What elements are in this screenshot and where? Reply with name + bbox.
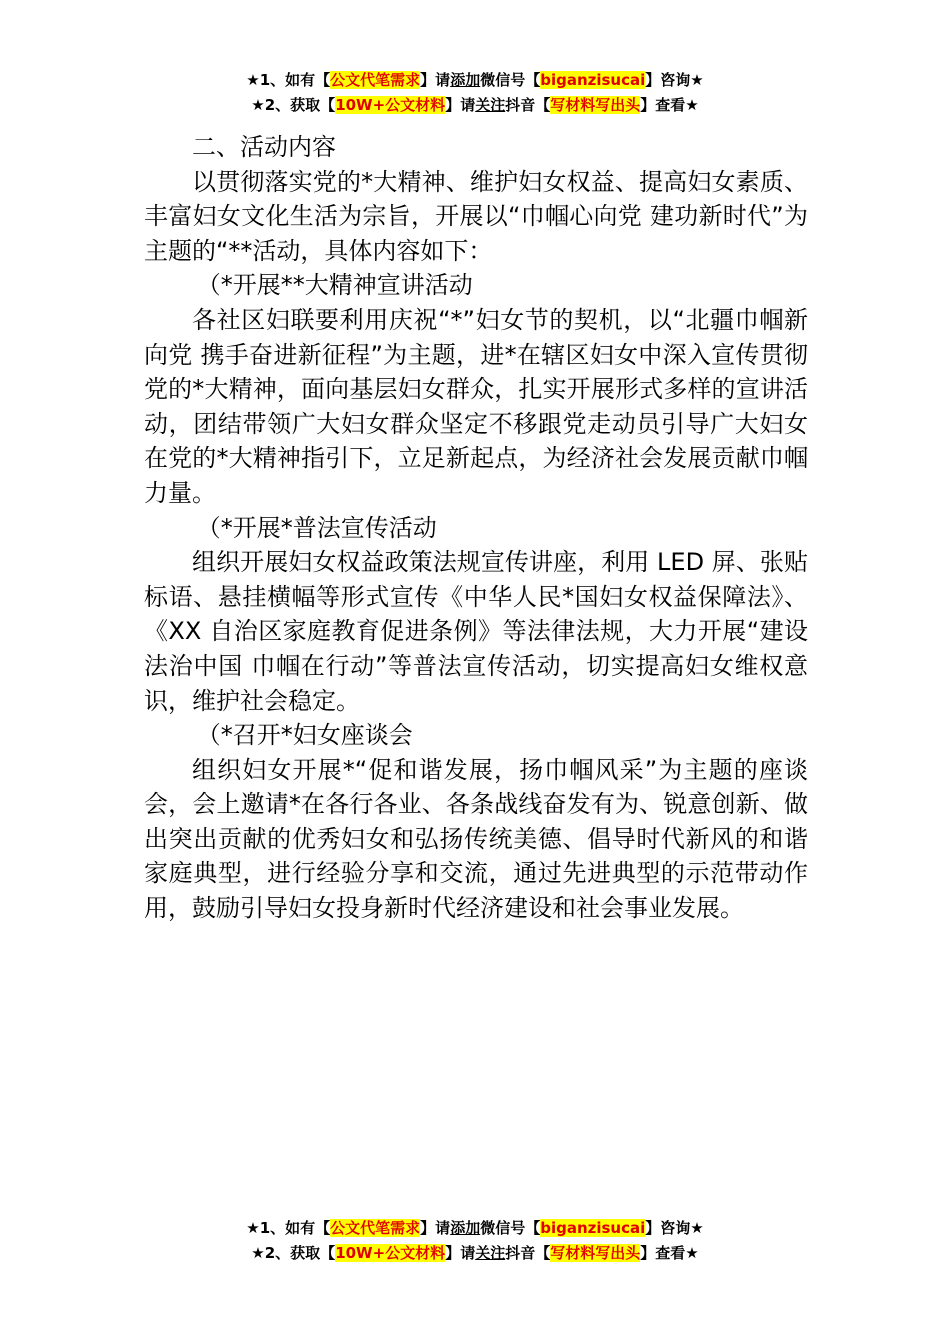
banner-underlined-text: 关注 <box>475 1244 506 1262</box>
banner-line-1 <box>0 68 950 93</box>
banner-underlined-text: 关注 <box>475 96 506 114</box>
banner-line-1 <box>0 1216 950 1241</box>
banner-text: 抖音【 <box>505 1244 551 1262</box>
banner-highlight: 10W+公文材料 <box>335 96 446 114</box>
footer-banner <box>0 1216 950 1266</box>
item-body-3: 组织妇女开展*“促和谐发展，扬巾帼风采”为主题的座谈会，会上邀请*在各行各业、各条战线奋发有为、锐意创新、做出突出贡献的优秀妇女和弘扬传统美德、倡导时代新风的和谐家庭典型，进行经验分享和交流，通过先进典型的示范带动作用，鼓励引导妇女投身新时代经济建设和社会事业发展。 <box>144 755 808 923</box>
header-banner <box>0 68 950 118</box>
banner-wechat-id: biganzisucai <box>540 71 646 89</box>
banner-line-2 <box>0 93 950 118</box>
section-title: 二、活动内容 <box>192 133 336 161</box>
banner-text: 】查看★ <box>640 96 699 114</box>
banner-text: 】咨询★ <box>645 1219 704 1237</box>
banner-text: 微信号【 <box>480 1219 541 1237</box>
intro-paragraph: 以贯彻落实党的*大精神、维护妇女权益、提高妇女素质、丰富妇女文化生活为宗旨，开展以“巾帼心向党 建功新时代”为主题的“**活动，具体内容如下： <box>144 167 808 265</box>
document-body <box>144 130 808 926</box>
banner-text: 】请 <box>445 96 476 114</box>
banner-line-2 <box>0 1241 950 1266</box>
banner-text: 】请 <box>445 1244 476 1262</box>
banner-douyin-id: 写材料写出头 <box>550 96 641 114</box>
banner-underlined-text: 添加 <box>450 71 481 89</box>
banner-text: ★2、获取【 <box>251 1244 336 1262</box>
item-body-2: 组织开展妇女权益政策法规宣传讲座，利用 LED 屏、张贴标语、悬挂横幅等形式宣传《中华人民*国妇女权益保障法》、《XX 自治区家庭教育促进条例》等法律法规，大力开展“建设法治中国 巾帼在行动”等普法宣传活动，切实提高妇女维权意识，维护社会稳定。 <box>144 548 808 715</box>
item-heading-1: （*开展**大精神宣讲活动 <box>196 271 473 300</box>
banner-highlight: 公文代笔需求 <box>330 1219 421 1237</box>
banner-douyin-id: 写材料写出头 <box>550 1244 641 1262</box>
item-heading-3: （*召开*妇女座谈会 <box>196 721 413 750</box>
banner-highlight: 10W+公文材料 <box>335 1244 446 1262</box>
banner-text: 】查看★ <box>640 1244 699 1262</box>
banner-underlined-text: 添加 <box>450 1219 481 1237</box>
banner-text: 】请 <box>420 71 451 89</box>
item-body-1: 各社区妇联要利用庆祝“*”妇女节的契机，以“北疆巾帼新向党 携手奋进新征程”为主题，进*在辖区妇女中深入宣传贯彻党的*大精神，面向基层妇女群众，扎实开展形式多样的宣讲活动，团结带领广大妇女群众坚定不移跟党走动员引导广大妇女在党的*大精神指引下，立足新起点，为经济社会发展贡献巾帼力量。 <box>144 305 808 507</box>
banner-text: 】请 <box>420 1219 451 1237</box>
banner-text: 抖音【 <box>505 96 551 114</box>
banner-text: 】咨询★ <box>645 71 704 89</box>
banner-text: 微信号【 <box>480 71 541 89</box>
item-heading-2: （*开展*普法宣传活动 <box>196 513 437 542</box>
banner-text: ★1、如有【 <box>246 71 331 89</box>
banner-highlight: 公文代笔需求 <box>330 71 421 89</box>
banner-text: ★2、获取【 <box>251 96 336 114</box>
banner-text: ★1、如有【 <box>246 1219 331 1237</box>
banner-wechat-id: biganzisucai <box>540 1219 646 1237</box>
